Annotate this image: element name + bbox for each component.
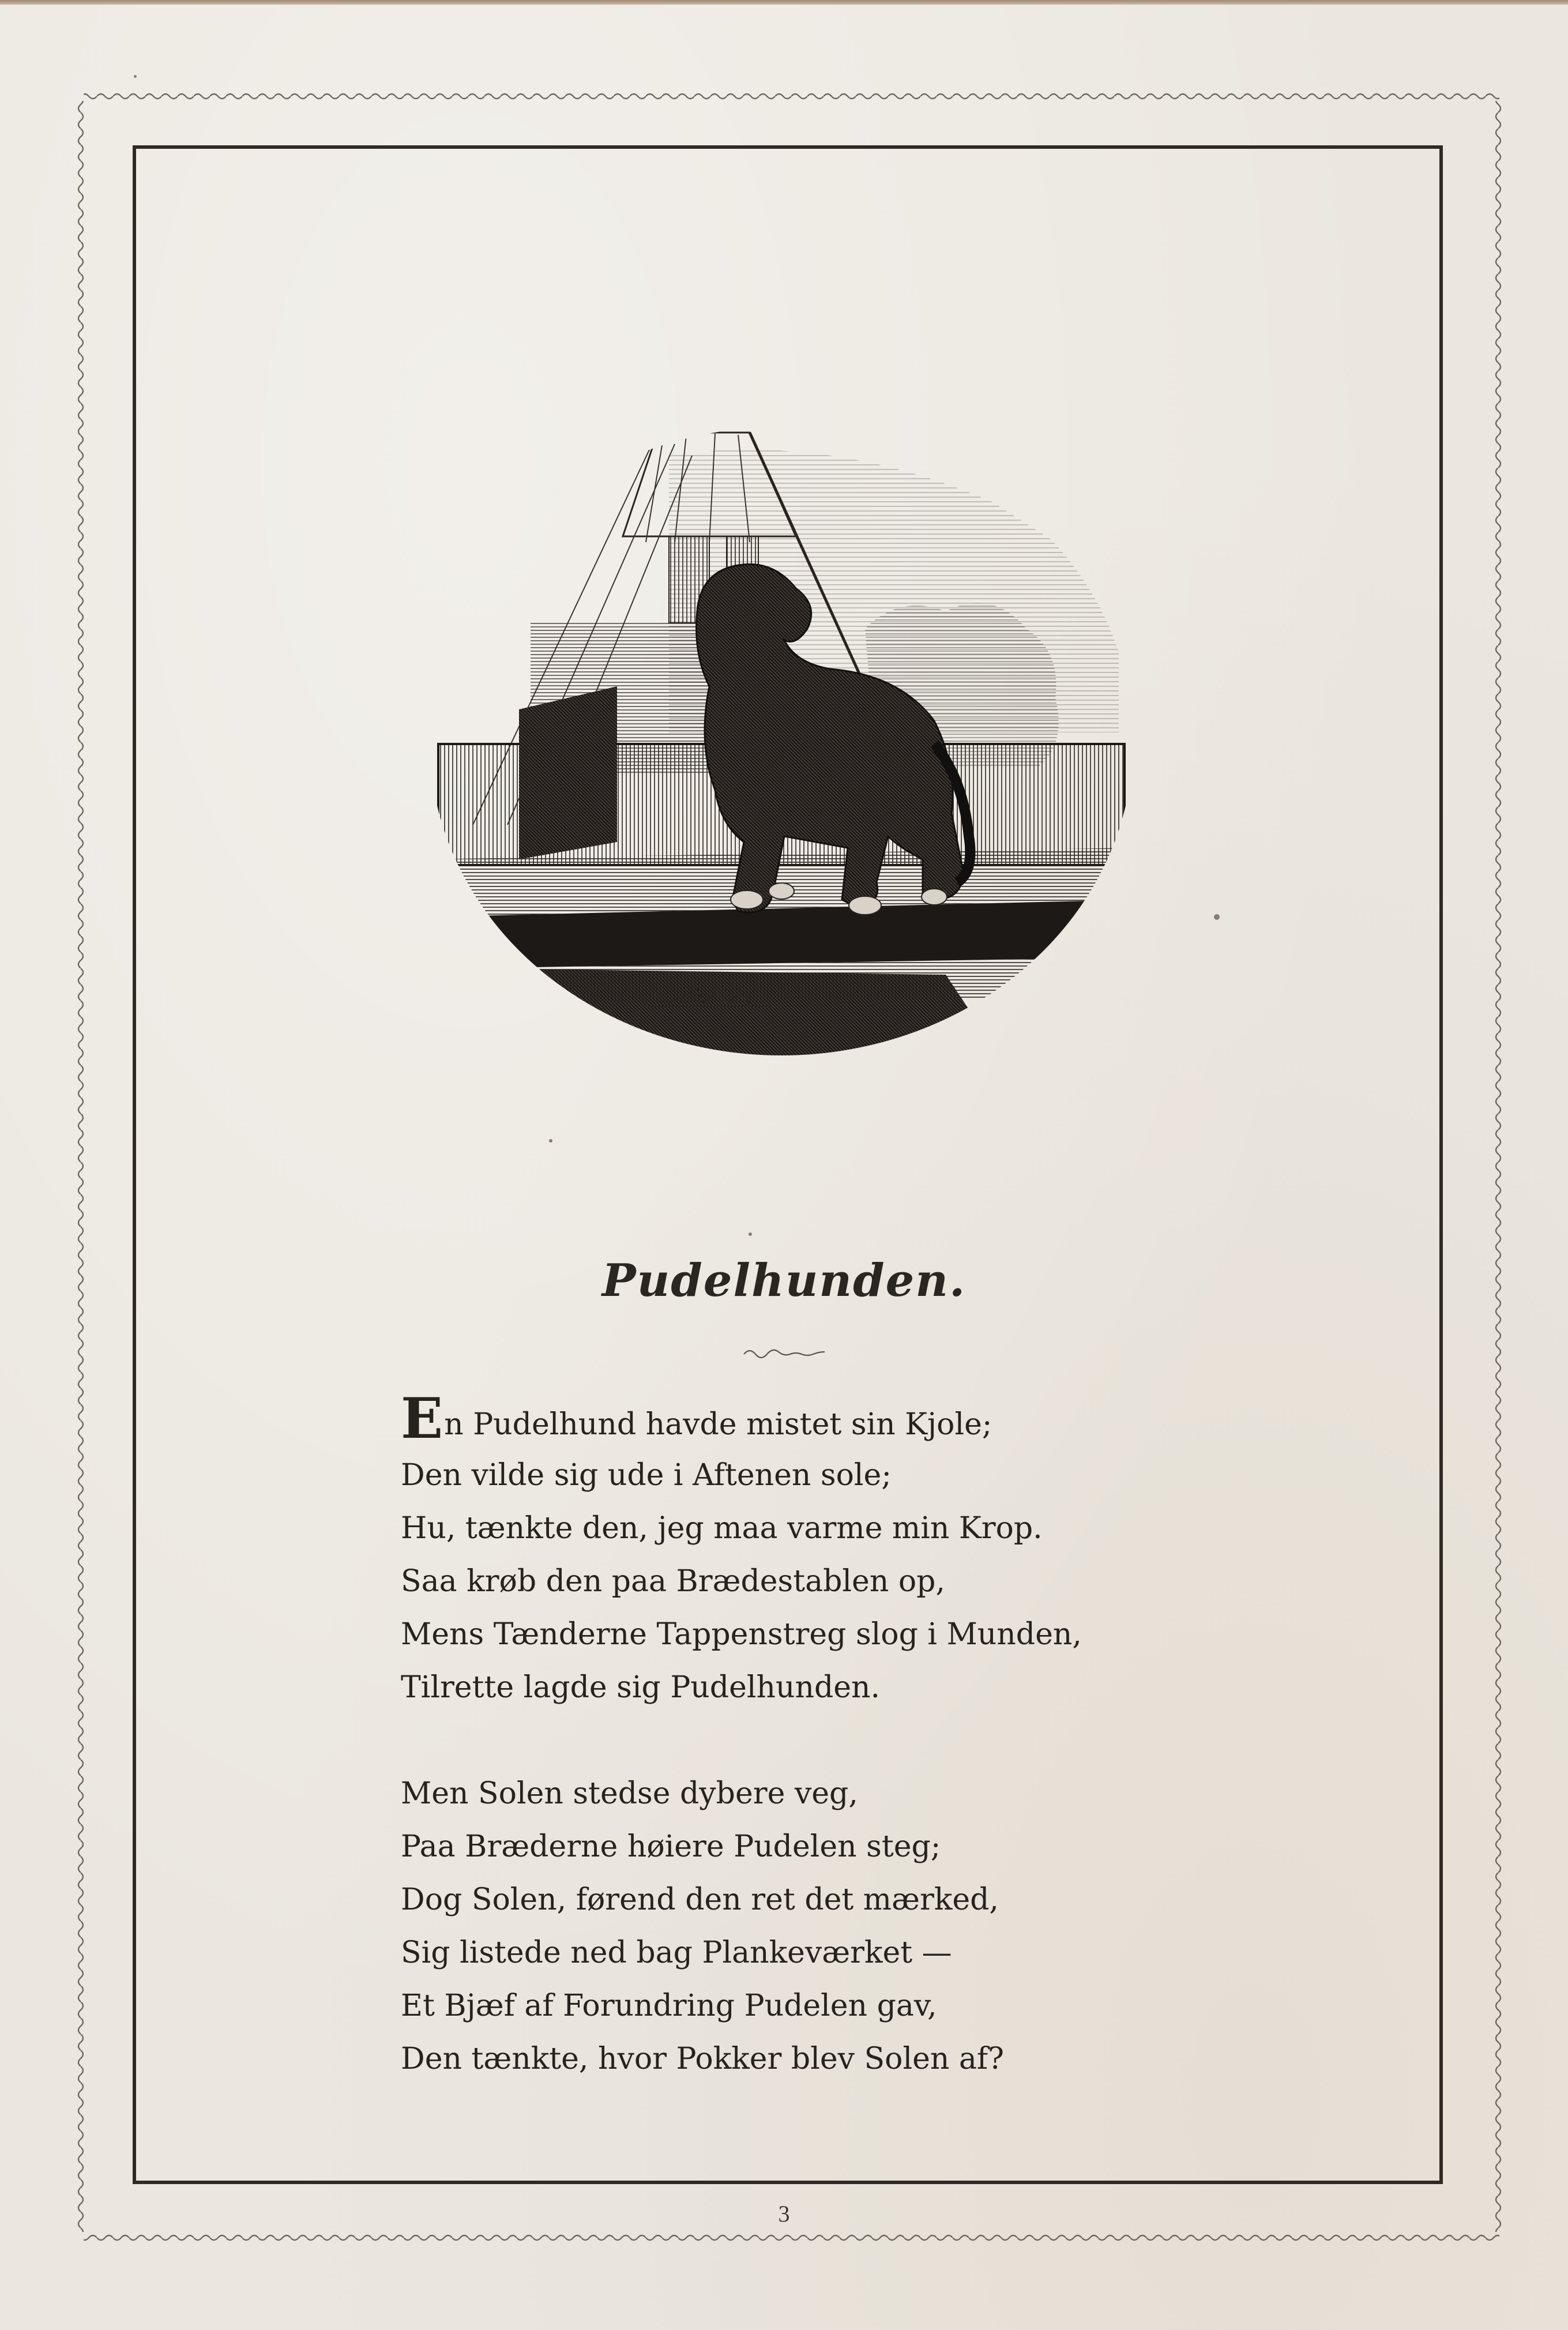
poem-line: Paa Bræderne høiere Pudelen steg; — [401, 1829, 941, 1864]
poem-line: Den tænkte, hvor Pokker blev Solen af? — [401, 2042, 1004, 2076]
poem-line: Et Bjæf af Forundring Pudelen gav, — [401, 1989, 937, 2023]
poem-line: Hu, tænkte den, jeg maa varme min Krop. — [401, 1511, 1043, 1546]
poem-body — [401, 1386, 1208, 2085]
drop-cap: E — [401, 1386, 443, 1451]
poem-line: Dog Solen, førend den ret det mærked, — [401, 1882, 999, 1917]
paper-speck — [749, 1232, 752, 1236]
paper-speck — [134, 75, 137, 78]
poem-line: Men Solen stedse dybere veg, — [401, 1776, 858, 1811]
poem-line: Saa krøb den paa Brædestablen op, — [401, 1564, 945, 1599]
poem-line: Sig listede ned bag Plankeværket — — [401, 1936, 952, 1970]
poem-line: Tilrette lagde sig Pudelhunden. — [401, 1670, 881, 1705]
paper-speck — [1214, 914, 1220, 920]
title-ornament-flourish — [741, 1344, 828, 1361]
poem-line: Mens Tænderne Tappenstreg slog i Munden, — [401, 1617, 1082, 1652]
poem-title: Pudelhunden. — [601, 1254, 967, 1307]
paper-speck — [549, 1139, 552, 1143]
stanza-2 — [401, 1767, 1208, 2085]
poem-line: Den vilde sig ude i Aftenen sole; — [401, 1458, 892, 1493]
poem-line — [401, 1386, 1208, 1451]
stanza-1 — [401, 1386, 1208, 1714]
poem-line-text: n Pudelhund havde mistet sin Kjole; — [444, 1407, 992, 1442]
poodle-engraving-illustration — [427, 421, 1136, 1061]
page-number: 3 — [778, 2201, 790, 2227]
